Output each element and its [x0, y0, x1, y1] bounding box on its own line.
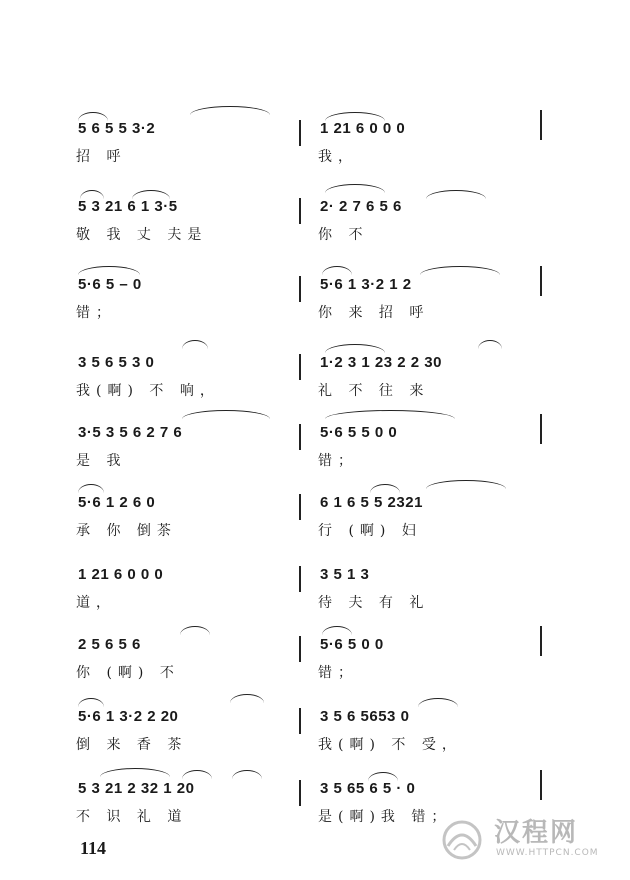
left-lyrics: 你 (啊) 不 — [76, 665, 180, 681]
watermark-url: WWW.HTTPCN.COM — [496, 848, 599, 858]
barline — [299, 424, 301, 450]
barline — [299, 494, 301, 520]
left-notes: 5 3 21 2 32 1 20 — [78, 780, 195, 797]
end-barline — [540, 626, 542, 656]
left-notes: 3·5 3 5 6 2 7 6 — [78, 424, 183, 441]
end-barline — [540, 770, 542, 800]
left-lyrics: 倒 来 香 茶 — [76, 737, 188, 753]
right-lyrics: 错； — [318, 453, 358, 469]
score-line — [0, 262, 630, 332]
score-line — [0, 552, 630, 622]
score-line — [0, 106, 630, 176]
right-lyrics: 礼 不 往 来 — [318, 383, 430, 399]
right-lyrics: 错； — [318, 665, 358, 681]
right-notes: 5·6 5 5 0 0 — [320, 424, 398, 441]
score-line — [0, 184, 630, 254]
score-line — [0, 410, 630, 480]
left-lyrics: 不 识 礼 道 — [76, 809, 188, 825]
score-line — [0, 694, 630, 764]
right-notes: 3 5 6 5653 0 — [320, 708, 410, 725]
right-notes: 3 5 1 3 — [320, 566, 370, 583]
left-notes: 5·6 5 – 0 — [78, 276, 142, 293]
left-notes: 5 6 5 5 3·2 — [78, 120, 156, 137]
left-lyrics: 道， — [76, 595, 116, 611]
barline — [299, 708, 301, 734]
left-notes: 5·6 1 2 6 0 — [78, 494, 156, 511]
right-notes: 5·6 5 0 0 — [320, 636, 384, 653]
right-notes: 5·6 1 3·2 1 2 — [320, 276, 412, 293]
barline — [299, 120, 301, 146]
right-notes: 1·2 3 1 23 2 2 30 — [320, 354, 442, 371]
right-notes: 1 21 6 0 0 0 — [320, 120, 406, 137]
score-line — [0, 340, 630, 410]
right-notes: 2· 2 7 6 5 6 — [320, 198, 402, 215]
barline — [299, 276, 301, 302]
barline — [299, 354, 301, 380]
left-notes: 5·6 1 3·2 2 20 — [78, 708, 179, 725]
left-lyrics: 承 你 倒茶 — [76, 523, 177, 539]
left-notes: 2 5 6 5 6 — [78, 636, 141, 653]
right-lyrics: 是(啊)我 错； — [318, 809, 452, 825]
watermark — [438, 812, 618, 867]
right-lyrics: 我(啊) 不 受， — [318, 737, 462, 753]
watermark-logo-icon — [438, 816, 486, 864]
left-notes: 3 5 6 5 3 0 — [78, 354, 155, 371]
left-lyrics: 敬 我 丈 夫是 — [76, 227, 208, 243]
left-lyrics: 我(啊) 不 响， — [76, 383, 220, 399]
score-line — [0, 622, 630, 692]
barline — [299, 198, 301, 224]
end-barline — [540, 266, 542, 296]
barline — [299, 566, 301, 592]
right-lyrics: 你 不 — [318, 227, 369, 243]
right-lyrics: 待 夫 有 礼 — [318, 595, 430, 611]
page-number: 114 — [80, 838, 107, 858]
right-lyrics: 你 来 招 呼 — [318, 305, 430, 321]
barline — [299, 780, 301, 806]
left-notes: 5 3 21 6 1 3·5 — [78, 198, 178, 215]
end-barline — [540, 110, 542, 140]
barline — [299, 636, 301, 662]
left-lyrics: 是 我 — [76, 453, 127, 469]
right-lyrics: 行 (啊) 妇 — [318, 523, 422, 539]
left-lyrics: 错； — [76, 305, 116, 321]
watermark-text: 汉程网 — [494, 818, 579, 848]
score-line — [0, 480, 630, 550]
end-barline — [540, 414, 542, 444]
right-lyrics: 我， — [318, 149, 358, 165]
left-lyrics: 招 呼 — [76, 149, 127, 165]
left-notes: 1 21 6 0 0 0 — [78, 566, 164, 583]
right-notes: 3 5 65 6 5 · 0 — [320, 780, 416, 797]
right-notes: 6 1 6 5 5 2321 — [320, 494, 423, 511]
